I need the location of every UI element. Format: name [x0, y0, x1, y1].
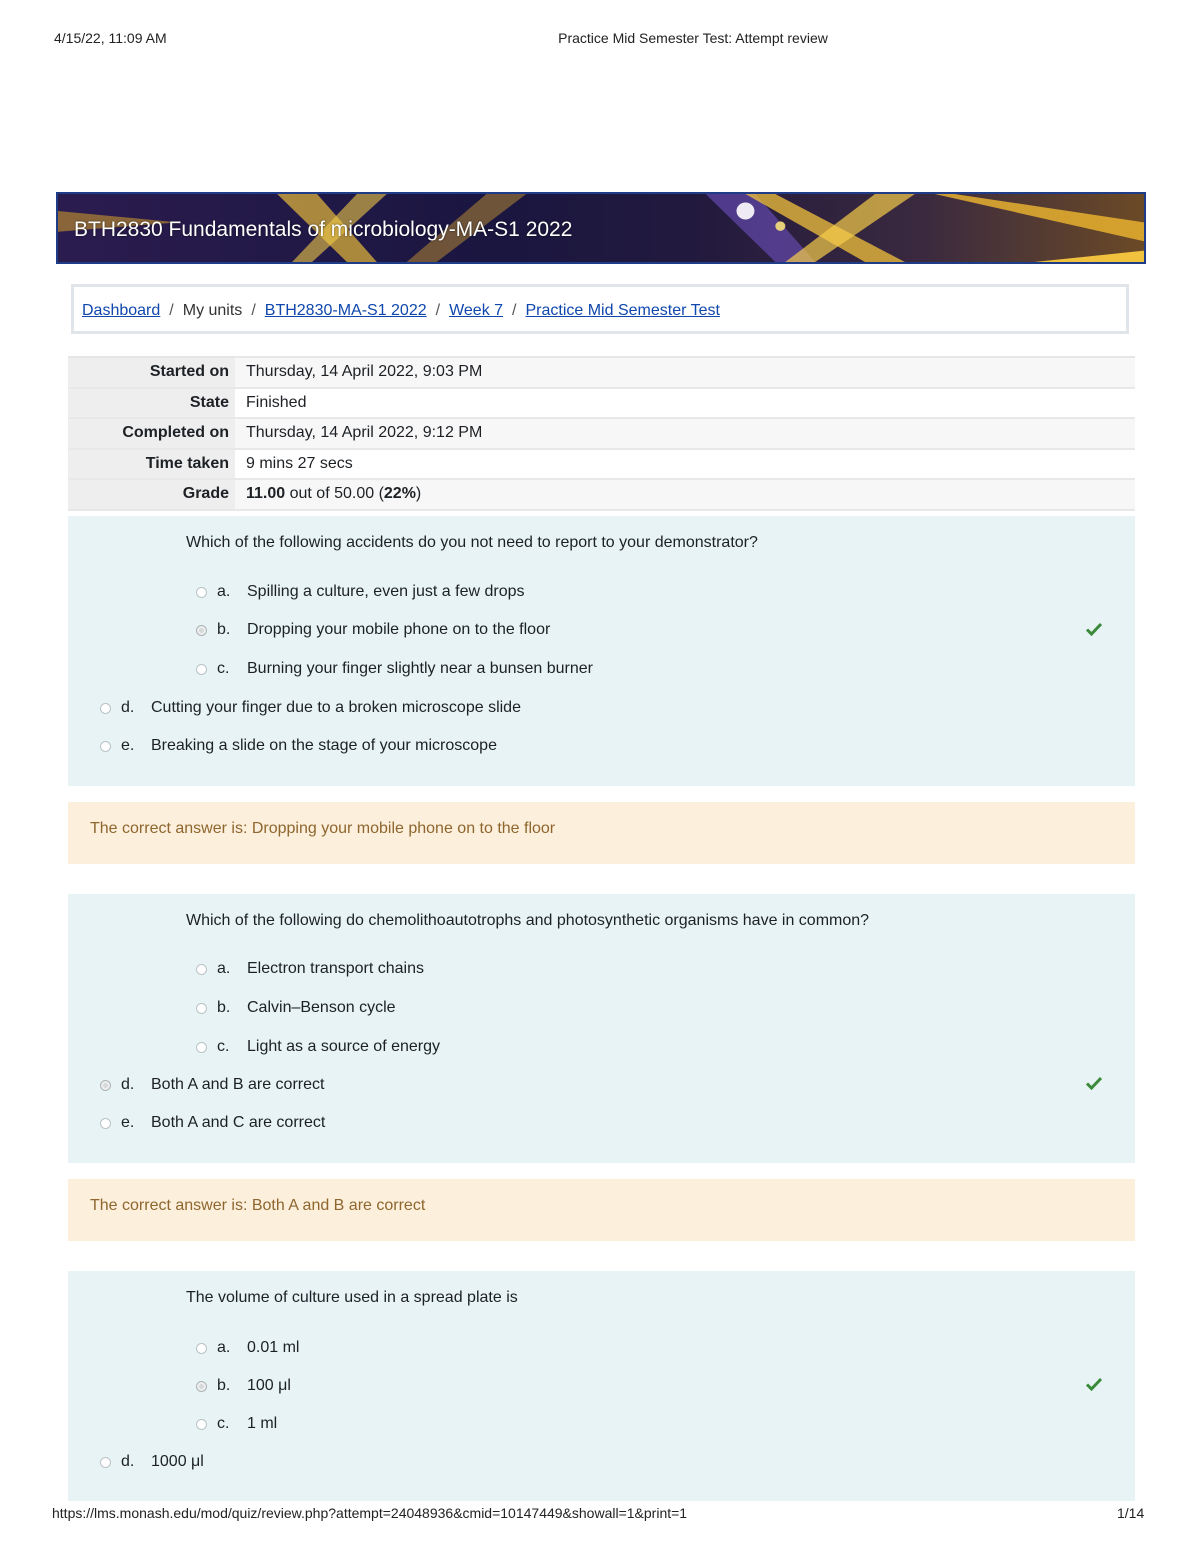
summary-row-started	[68, 358, 1135, 389]
summary-label: Completed on	[68, 419, 235, 448]
radio-icon[interactable]	[100, 703, 111, 714]
option-text: Calvin–Benson cycle	[247, 999, 396, 1016]
radio-icon[interactable]	[196, 664, 207, 675]
option-letter: b.	[217, 999, 231, 1016]
question-text: Which of the following accidents do you not need to report to your demonstrator?	[186, 534, 758, 551]
answer-option	[196, 996, 396, 1020]
radio-icon[interactable]	[196, 964, 207, 975]
grade-out-of: out of 50.00 (	[285, 485, 384, 502]
check-icon	[1085, 1375, 1103, 1393]
option-letter: e.	[121, 737, 135, 754]
answer-option	[100, 1450, 204, 1474]
print-page-number: 1/14	[1117, 1505, 1145, 1521]
print-page-title: Practice Mid Semester Test: Attempt review	[558, 30, 828, 46]
answer-option	[196, 618, 550, 642]
summary-row-state	[68, 389, 1135, 420]
breadcrumb-week-link[interactable]: Week 7	[449, 302, 504, 319]
print-datetime: 4/15/22, 11:09 AM	[54, 30, 167, 46]
breadcrumb-separator: /	[435, 302, 441, 319]
radio-icon[interactable]	[196, 1343, 207, 1354]
course-banner	[56, 192, 1146, 264]
check-icon	[1085, 620, 1103, 638]
radio-icon[interactable]	[196, 1042, 207, 1053]
summary-value	[235, 480, 1135, 509]
check-icon	[1085, 1074, 1103, 1092]
option-letter: c.	[217, 1038, 230, 1055]
option-letter: d.	[121, 1076, 135, 1093]
breadcrumb-separator: /	[512, 302, 517, 319]
option-text: Breaking a slide on the stage of your microscope	[151, 737, 497, 754]
option-text: Light as a source of energy	[247, 1038, 441, 1055]
summary-value: Thursday, 14 April 2022, 9:12 PM	[235, 419, 1135, 448]
summary-label: State	[68, 389, 235, 418]
answer-option	[100, 734, 497, 758]
option-letter: d.	[121, 1453, 135, 1470]
summary-label: Grade	[68, 480, 235, 509]
option-text: Both A and B are correct	[151, 1076, 325, 1093]
summary-row-completed	[68, 419, 1135, 450]
option-letter: e.	[121, 1114, 135, 1131]
option-text: Burning your finger slightly near a bunsen burner	[247, 660, 593, 677]
summary-value: Finished	[235, 389, 1135, 418]
breadcrumb-dashboard-link[interactable]: Dashboard	[82, 302, 161, 319]
question-1-feedback	[68, 802, 1135, 864]
radio-icon[interactable]	[100, 741, 111, 752]
radio-icon[interactable]	[196, 1381, 207, 1392]
option-text: Both A and C are correct	[151, 1114, 326, 1131]
option-text: Dropping your mobile phone on to the floor	[247, 621, 551, 638]
answer-option	[196, 580, 524, 604]
summary-row-time-taken	[68, 450, 1135, 481]
grade-score: 11.00	[246, 485, 286, 502]
answer-option	[196, 1336, 299, 1360]
answer-option	[196, 1374, 291, 1398]
summary-label: Time taken	[68, 450, 235, 479]
breadcrumb-unit-link[interactable]: BTH2830-MA-S1 2022	[264, 302, 427, 319]
radio-icon[interactable]	[100, 1118, 111, 1129]
answer-option	[100, 696, 521, 720]
option-letter: b.	[217, 1377, 231, 1394]
breadcrumb-my-units: My units	[182, 302, 243, 319]
option-text: Spilling a culture, even just a few drops	[247, 583, 525, 600]
option-text: 1 ml	[247, 1415, 278, 1432]
question-2	[68, 894, 1135, 1163]
answer-option	[196, 957, 424, 981]
option-letter: d.	[121, 699, 135, 716]
question-2-feedback	[68, 1179, 1135, 1241]
breadcrumb-quiz-link[interactable]: Practice Mid Semester Test	[525, 302, 720, 319]
question-3	[68, 1271, 1135, 1501]
radio-icon[interactable]	[196, 1419, 207, 1430]
option-text: 1000 μl	[151, 1453, 204, 1470]
option-text: 0.01 ml	[247, 1339, 300, 1356]
radio-icon[interactable]	[196, 1003, 207, 1014]
radio-icon[interactable]	[196, 587, 207, 598]
breadcrumb	[71, 284, 1129, 334]
question-text: The volume of culture used in a spread plate is	[186, 1289, 518, 1306]
answer-option	[196, 657, 593, 681]
answer-option	[100, 1111, 325, 1135]
question-text: Which of the following do chemolithoautotrophs and photosynthetic organisms have in common?	[186, 912, 870, 929]
summary-row-grade	[68, 480, 1135, 511]
course-title: BTH2830 Fundamentals of microbiology-MA-S1 2022	[74, 218, 573, 241]
print-header	[0, 30, 1200, 50]
summary-label: Started on	[68, 358, 235, 387]
option-letter: c.	[217, 1415, 230, 1432]
correct-answer-text: The correct answer is: Both A and B are correct	[90, 1197, 426, 1214]
summary-value: Thursday, 14 April 2022, 9:03 PM	[235, 358, 1135, 387]
grade-percent: 22%	[383, 485, 416, 502]
radio-icon[interactable]	[100, 1457, 111, 1468]
correct-answer-text: The correct answer is: Dropping your mobile phone on to the floor	[90, 820, 556, 837]
breadcrumb-separator: /	[251, 302, 256, 319]
summary-value: 9 mins 27 secs	[235, 450, 1135, 479]
option-letter: a.	[217, 960, 231, 977]
question-1	[68, 516, 1135, 786]
answer-option	[100, 1073, 324, 1097]
breadcrumb-separator: /	[169, 302, 174, 319]
attempt-summary-table	[68, 356, 1135, 511]
option-letter: c.	[217, 660, 230, 677]
option-letter: a.	[217, 583, 231, 600]
radio-icon[interactable]	[100, 1080, 111, 1091]
option-letter: a.	[217, 1339, 231, 1356]
print-url: https://lms.monash.edu/mod/quiz/review.php?attempt=24048936&cmid=10147449&showall=1&print=1	[52, 1505, 688, 1521]
option-text: Electron transport chains	[247, 960, 424, 977]
grade-close: )	[415, 485, 422, 502]
answer-option	[196, 1035, 440, 1059]
option-text: Cutting your finger due to a broken microscope slide	[151, 699, 521, 716]
option-letter: b.	[217, 621, 231, 638]
radio-icon[interactable]	[196, 625, 207, 636]
answer-option	[196, 1412, 277, 1436]
option-text: 100 μl	[247, 1377, 291, 1394]
